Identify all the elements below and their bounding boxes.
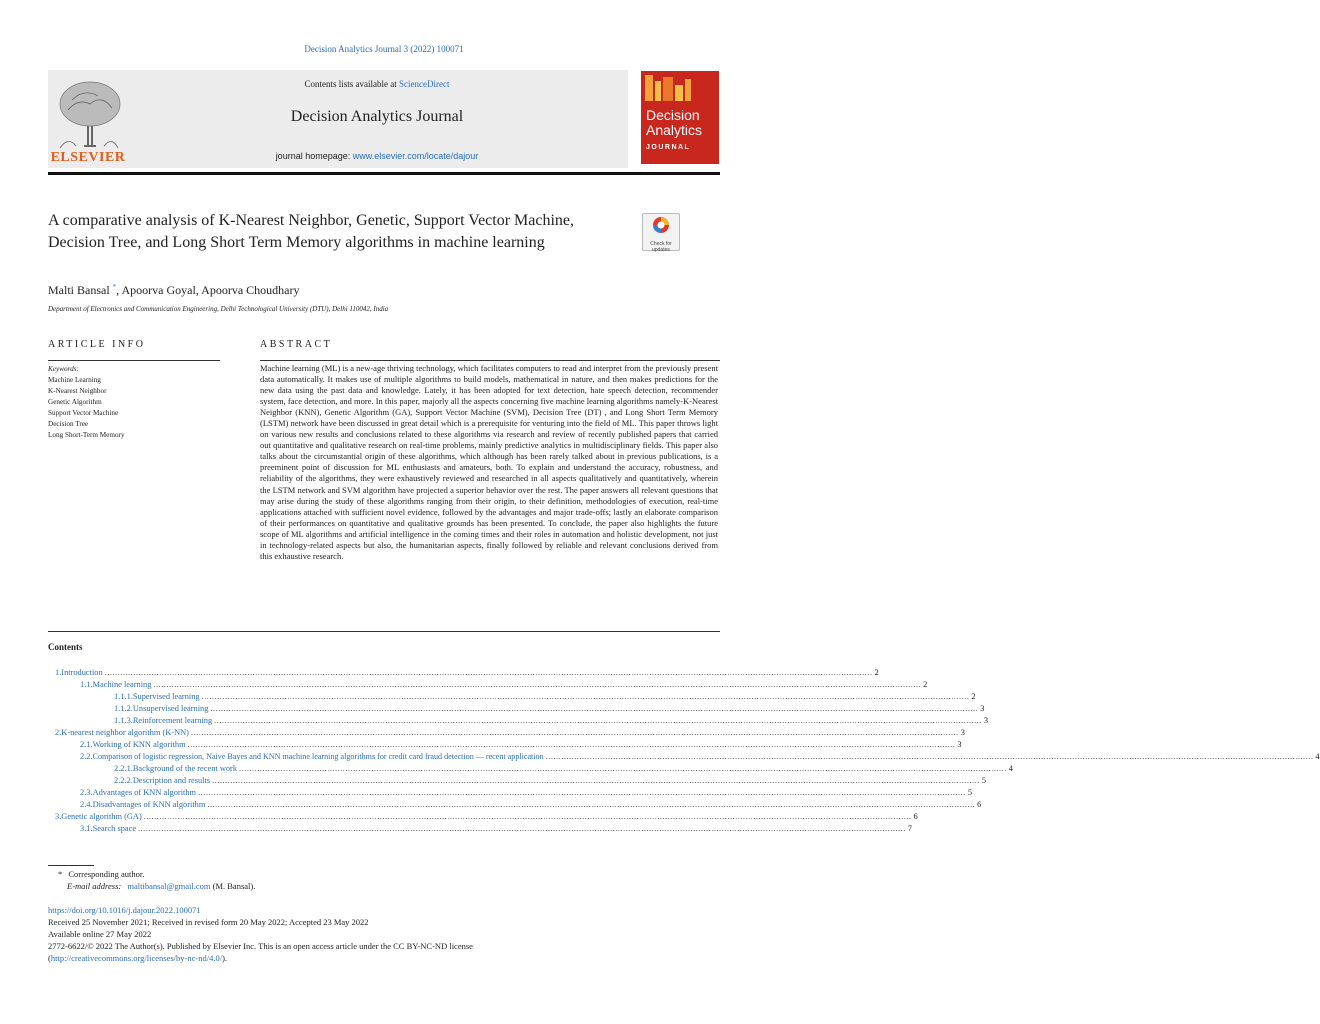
toc-entry-page: 7: [907, 824, 912, 833]
toc-entry-label: Background of the recent work: [132, 764, 238, 773]
toc-entry[interactable]: [80, 680, 928, 692]
contents-heading: Contents: [48, 642, 83, 652]
email-line: [67, 881, 255, 891]
toc-leader-dots: ........................................................................................................................................................................................................................................................................................................: [143, 812, 912, 821]
journal-name: Decision Analytics Journal: [290, 108, 464, 125]
toc-entry[interactable]: [80, 752, 1320, 764]
cover-title: [646, 108, 716, 138]
toc-entry[interactable]: [55, 668, 879, 680]
keyword: Decision Tree: [48, 420, 89, 428]
toc-entry[interactable]: [80, 800, 982, 812]
toc-entry-number: 1.1.1.: [114, 692, 133, 701]
cover-graphic: [641, 71, 719, 105]
toc-entry-number: 3.: [55, 812, 62, 821]
license-statement: 2772-6622/© 2022 The Author(s). Published by Elsevier Inc. This is an open access article under the CC BY-NC-ND license: [48, 941, 473, 951]
check-updates-line-1: Check for: [650, 241, 672, 247]
cover-journal-label: JOURNAL: [646, 144, 691, 151]
email-link[interactable]: maltibansal@gmail.com: [127, 881, 211, 891]
toc-entry-label: Introduction: [61, 668, 103, 677]
keyword: Support Vector Machine: [48, 409, 119, 417]
toc-entry-label: Genetic algorithm (GA): [61, 812, 142, 821]
toc-entry-number: 2.: [55, 728, 62, 737]
author-list: [48, 283, 299, 298]
toc-entry-number: 2.2.2.: [114, 776, 133, 785]
toc-entry-label: Machine learning: [92, 680, 152, 689]
homepage-link[interactable]: www.elsevier.com/locate/dajour: [352, 151, 479, 161]
footnote-rule: [48, 865, 94, 866]
corresponding-author-text: Corresponding author.: [68, 869, 145, 879]
journal-reference-link[interactable]: Decision Analytics Journal 3 (2022) 100071: [304, 44, 464, 54]
journal-homepage: [130, 151, 624, 161]
co-authors: , Apoorva Goyal, Apoorva Choudhary: [116, 283, 300, 297]
check-updates-icon: [643, 214, 679, 236]
toc-entry-number: 2.3.: [80, 788, 93, 797]
toc-leader-dots: ........................................................................................................................................................................................................................................................................................................: [214, 716, 982, 725]
author-name: Malti Bansal: [48, 283, 110, 297]
toc-entry[interactable]: [55, 728, 965, 740]
toc-entry-number: 1.1.2.: [114, 704, 133, 713]
abstract-heading: ABSTRACT: [260, 339, 333, 350]
license-close-paren: ).: [222, 953, 228, 963]
sciencedirect-link[interactable]: ScienceDirect: [399, 79, 450, 89]
cover-title-line-2: Analytics: [646, 122, 703, 138]
toc-entry-label: Search space: [92, 824, 137, 833]
toc-entry-page: 5: [981, 776, 987, 785]
toc-entry-label: Comparison of logistic regression, Naive Bayes and KNN machine learning algorithms for credit card fraud detection — recent application: [92, 752, 544, 761]
toc-leader-dots: ........................................................................................................................................................................................................................................................................................................: [201, 692, 970, 701]
received-dates: Received 25 November 2021; Received in revised form 20 May 2022; Accepted 23 May 2022: [48, 917, 369, 927]
toc-entry-number: 3.1.: [80, 824, 93, 833]
article-info-rule: [48, 360, 220, 361]
keyword: Long Short-Term Memory: [48, 431, 125, 439]
elsevier-wordmark: ELSEVIER: [50, 150, 126, 165]
toc-entry[interactable]: [55, 812, 918, 824]
toc-leader-dots: ........................................................................................................................................................................................................................................................................................................: [104, 668, 873, 677]
toc-leader-dots: ........................................................................................................................................................................................................................................................................................................: [212, 776, 980, 785]
toc-entry[interactable]: [114, 764, 1013, 776]
toc-entry[interactable]: [114, 716, 989, 728]
abstract-bottom-rule: [48, 631, 720, 632]
toc-leader-dots: ........................................................................................................................................................................................................................................................................................................: [190, 728, 959, 737]
toc-leader-dots: ........................................................................................................................................................................................................................................................................................................: [198, 788, 966, 797]
available-online-date: Available online 27 May 2022: [48, 929, 152, 939]
email-label: E-mail address:: [67, 881, 122, 891]
toc-entry-number: 1.1.: [80, 680, 93, 689]
keywords-label: Keywords:: [48, 365, 79, 373]
toc-entry-label: Advantages of KNN algorithm: [92, 788, 197, 797]
abstract-text: Machine learning (ML) is a new-age thriving technology, which facilitates computers to read and interpret from the previously present data automatically. It makes use of multiple algorithms to build models, mathematical in nature, and then makes predictions for the new data using the past data and knowledge. Lately, it has been adopted for text detection, hate speech detection, recommender system, face detection, and more. In this paper, majorly all the aspects concerning five machine learning algorithms namely-K-Nearest Neighbor (KNN), Genetic Algorithm (GA), Support Vector Machine (SVM), Decision Tree (DT) , and Long Short Term Memory (LSTM) network have been discussed in great detail which is a prerequisite for venturing into the field of ML. This paper throws light on various new results and conclusions related to these algorithms via research and review of recently published papers that carried out quantitative and qualitative research on real-time problems, mainly predictive analytics in multidisciplinary fields. This paper also talks about the circumstantial origin of these algorithms, which although has been rarely talked about in previous publications, is a preeminent point of discussion for ML enthusiasts and amateurs, both. To explain and understand the accuracy, robustness, and reliability of the algorithms, they were exhaustively reviewed and researched in all aspects qualitatively and quantitatively, wherein the LSTM network and SVM algorithm have projected a superior behavior over the rest. The paper answers all relevant questions that may arise during the study of these algorithms ranging from their origin, to their definition, methodologies of execution, real-time applications attached with sufficient novel evidence, followed by the advantages and major trade-offs; lastly an elaborate comparison of their performances on quantitative and qualitative grounds has been presented. To conclude, the paper also highlights the future scope of ML algorithms and artificial intelligence in the coming times and their roles in automation and holistic development, not just in technology-related aspects but also, the humanitarian aspects, finally followed by reliable and relevant conclusions derived from this exhaustive research.: [260, 363, 718, 561]
toc-leader-dots: ........................................................................................................................................................................................................................................................................................................: [187, 740, 956, 749]
toc-entry[interactable]: [80, 824, 912, 836]
toc-entry-page: 4: [1315, 752, 1320, 761]
keyword: Genetic Algorithm: [48, 398, 102, 406]
toc-entry-page: 6: [977, 800, 982, 809]
toc-entry-page: 3: [957, 740, 962, 749]
toc-leader-dots: ........................................................................................................................................................................................................................................................................................................: [239, 764, 1007, 773]
toc-entry-label: Disadvantages of KNN algorithm: [92, 800, 206, 809]
toc-entry[interactable]: [80, 740, 962, 752]
toc-entry[interactable]: [80, 788, 973, 800]
doi-link[interactable]: https://doi.org/10.1016/j.dajour.2022.100071: [48, 905, 201, 915]
contents-availability: [130, 79, 624, 89]
keywords-block: [48, 364, 125, 441]
keyword: Machine Learning: [48, 376, 101, 384]
toc-entry-number: 2.2.1.: [114, 764, 133, 773]
toc-entry[interactable]: [114, 692, 976, 704]
article-info-heading: ARTICLE INFO: [48, 339, 146, 350]
toc-leader-dots: ........................................................................................................................................................................................................................................................................................................: [545, 752, 1314, 761]
corresponding-author-note: [58, 869, 144, 879]
email-suffix: (M. Bansal).: [210, 881, 256, 891]
abstract-rule: [260, 360, 720, 361]
affiliation: Department of Electronics and Communication Engineering, Delhi Technological University (DTU), Delhi 110042, India: [48, 305, 389, 313]
check-for-updates-button[interactable]: [642, 213, 680, 251]
toc-entry-number: 2.1.: [80, 740, 93, 749]
toc-entry[interactable]: [114, 704, 985, 716]
toc-entry-page: 2: [874, 668, 879, 677]
cover-title-line-1: Decision: [646, 107, 700, 123]
toc-entry-page: 5: [967, 788, 973, 797]
toc-leader-dots: ........................................................................................................................................................................................................................................................................................................: [138, 824, 906, 833]
toc-entry-label: K-nearest neighbor algorithm (K-NN): [61, 728, 189, 737]
toc-entry-page: 3: [980, 704, 985, 713]
toc-entry[interactable]: [114, 776, 987, 788]
homepage-prefix: journal homepage:: [275, 151, 353, 161]
toc-entry-page: 6: [913, 812, 918, 821]
toc-entry-number: 1.1.3.: [114, 716, 133, 725]
toc-entry-page: 2: [971, 692, 976, 701]
article-title: A comparative analysis of K-Nearest Neighbor, Genetic, Support Vector Machine, Decision Tree, and Long Short Term Memory algorithms in machine learning: [48, 212, 575, 251]
corresponding-author-mark[interactable]: *: [112, 283, 117, 291]
toc-entry-label: Unsupervised learning: [132, 704, 209, 713]
toc-entry-label: Description and results: [132, 776, 211, 785]
toc-entry-number: 1.: [55, 668, 62, 677]
toc-entry-number: 2.4.: [80, 800, 93, 809]
check-updates-line-2: updates: [652, 247, 670, 253]
license-link[interactable]: http://creativecommons.org/licenses/by-nc-nd/4.0/: [50, 953, 223, 963]
toc-entry-page: 3: [983, 716, 989, 725]
toc-leader-dots: ........................................................................................................................................................................................................................................................................................................: [207, 800, 976, 809]
contents-prefix: Contents lists available at: [304, 79, 399, 89]
keyword: K-Nearest Neighbor: [48, 387, 107, 395]
toc-leader-dots: ........................................................................................................................................................................................................................................................................................................: [210, 704, 979, 713]
toc-entry-label: Reinforcement learning: [132, 716, 213, 725]
toc-leader-dots: ........................................................................................................................................................................................................................................................................................................: [153, 680, 922, 689]
toc-entry-label: Working of KNN algorithm: [92, 740, 186, 749]
toc-entry-label: Supervised learning: [132, 692, 200, 701]
toc-entry-page: 3: [960, 728, 965, 737]
footnote-mark: *: [58, 869, 63, 879]
toc-entry-page: 2: [923, 680, 928, 689]
header-rule: [48, 172, 720, 175]
toc-entry-number: 2.2.: [80, 752, 93, 761]
license-open-paren: (: [48, 953, 51, 963]
license-link-line: [48, 953, 227, 963]
toc-entry-page: 4: [1008, 764, 1013, 773]
